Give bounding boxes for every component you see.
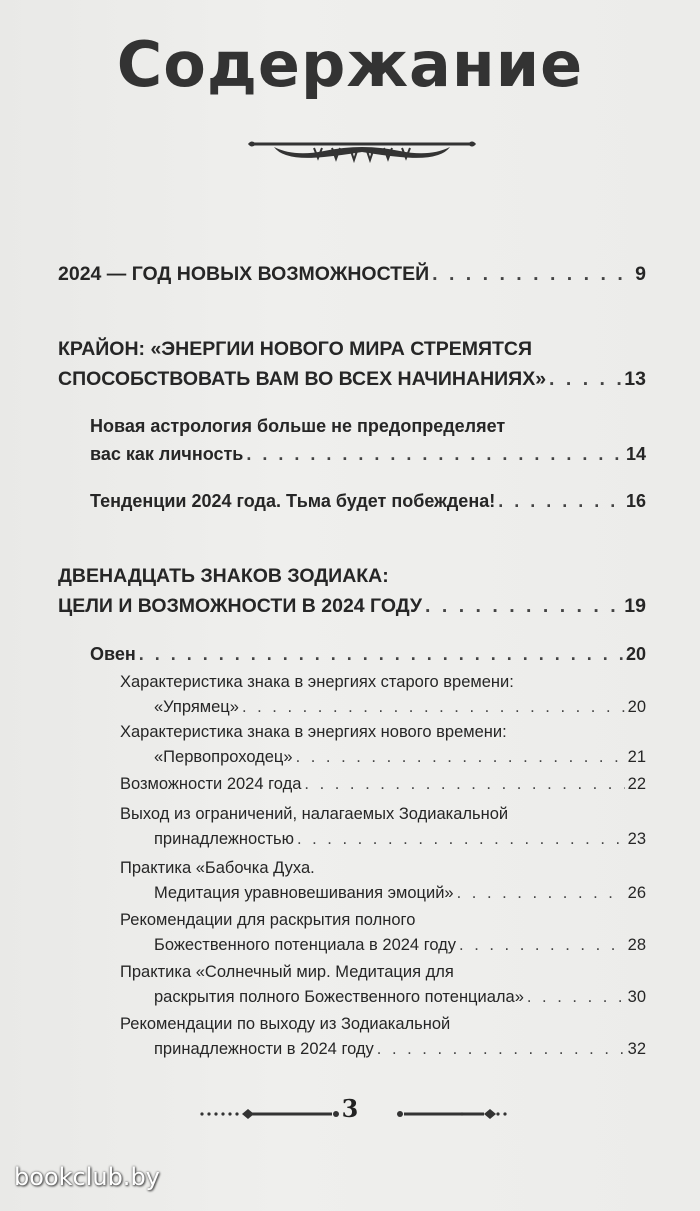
- toc-entry-item: [120, 670, 646, 720]
- toc-entry-title-line2: раскрытия полного Божественного потенциала»: [154, 988, 524, 1006]
- toc-entry-title-line2: вас как личность: [90, 444, 244, 464]
- toc-entry-title-line2: Медитация уравновешивания эмоций»: [154, 884, 454, 902]
- toc-page-number: 28: [627, 936, 646, 954]
- toc-entry-title-line1: Характеристика знака в энергиях нового времени:: [120, 723, 507, 741]
- toc-leader-dots: [498, 487, 623, 515]
- toc-entry-title-line2: Божественного потенциала в 2024 году: [154, 936, 457, 954]
- toc-page-number: 16: [625, 491, 646, 511]
- toc-page-number: 22: [627, 775, 646, 793]
- toc-entry-title-line1: ДВЕНАДЦАТЬ ЗНАКОВ ЗОДИАКА:: [58, 565, 389, 587]
- toc-entry-item: [120, 720, 646, 770]
- toc-leader-dots: [459, 933, 625, 958]
- watermark: bookclub.by: [14, 1163, 160, 1191]
- toc-page-number: 19: [624, 595, 646, 617]
- toc-entry-sub: [90, 487, 646, 515]
- toc-leader-dots: [527, 985, 625, 1010]
- toc-entry-title-line1: КРАЙОН: «ЭНЕРГИИ НОВОГО МИРА СТРЕМЯТСЯ: [58, 338, 533, 360]
- ornament-divider-icon: [244, 135, 480, 165]
- toc-entry-title-line1: Рекомендации по выходу из Зодиакальной: [120, 1015, 451, 1033]
- toc-entry-title-line2: СПОСОБСТВОВАТЬ ВАМ ВО ВСЕХ НАЧИНАНИЯХ»: [58, 368, 547, 390]
- toc-entry-title-line1: Выход из ограничений, налагаемых Зодиакальной: [120, 805, 509, 823]
- toc-entry-item: [120, 908, 646, 958]
- toc-entry-title-line2: ЦЕЛИ И ВОЗМОЖНОСТИ В 2024 ГОДУ: [58, 595, 423, 617]
- toc-entry-item: [120, 856, 646, 906]
- toc-entry-section-3: [58, 561, 646, 621]
- toc-entry-title: Тенденции 2024 года. Тьма будет побеждена!: [90, 491, 496, 511]
- toc-page-number: 20: [627, 698, 646, 716]
- toc-leader-dots: [304, 772, 624, 797]
- page-number: 3: [341, 1094, 359, 1123]
- toc-entry-title-line1: Новая астрология больше не предопределяет: [90, 416, 506, 436]
- toc-leader-dots: [549, 364, 621, 394]
- toc-leader-dots: [457, 881, 625, 906]
- toc-page-number: 9: [635, 263, 646, 285]
- page-title: Содержание: [116, 28, 584, 101]
- toc-entry-sub: [90, 640, 646, 668]
- toc-entry-title-line2: принадлежностью: [154, 830, 294, 848]
- toc-page-number: 14: [625, 444, 646, 464]
- toc-entry-sub: [90, 412, 646, 468]
- toc-leader-dots: [139, 640, 623, 668]
- toc-entry-title-line2: «Упрямец»: [154, 698, 239, 716]
- toc-page-number: 20: [625, 644, 646, 664]
- toc-leader-dots: [246, 440, 623, 468]
- toc-entry-title-line1: Практика «Солнечный мир. Медитация для: [120, 963, 454, 981]
- toc-page-number: 30: [627, 988, 646, 1006]
- toc-page-number: 32: [627, 1040, 646, 1058]
- toc-entry-section-1: [58, 259, 646, 289]
- toc-entry-item: [120, 772, 646, 797]
- toc-leader-dots: [425, 591, 621, 621]
- toc-page-number: 13: [624, 368, 646, 390]
- toc-leader-dots: [296, 745, 625, 770]
- toc-page-number: 21: [627, 748, 646, 766]
- toc-entry-section-2: [58, 334, 646, 394]
- toc-leader-dots: [377, 1037, 625, 1062]
- toc-leader-dots: [432, 259, 632, 289]
- toc-page-number: 23: [627, 830, 646, 848]
- toc-leader-dots: [242, 695, 625, 720]
- toc-entry-title-line1: Характеристика знака в энергиях старого времени:: [120, 673, 514, 691]
- toc-entry-item: [120, 802, 646, 852]
- toc-entry-item: [120, 1012, 646, 1062]
- toc-entry-title: 2024 — ГОД НОВЫХ ВОЗМОЖНОСТЕЙ: [58, 263, 430, 285]
- toc-entry-title-line2: принадлежности в 2024 году: [154, 1040, 374, 1058]
- toc-entry-title: Овен: [90, 644, 136, 664]
- toc-entry-item: [120, 960, 646, 1010]
- toc-leader-dots: [297, 827, 625, 852]
- toc-entry-title-line2: «Первопроходец»: [154, 748, 293, 766]
- toc-page-number: 26: [627, 884, 646, 902]
- toc-entry-title: Возможности 2024 года: [120, 775, 302, 793]
- toc-entry-title-line1: Практика «Бабочка Духа.: [120, 859, 315, 877]
- toc-entry-title-line1: Рекомендации для раскрытия полного: [120, 911, 416, 929]
